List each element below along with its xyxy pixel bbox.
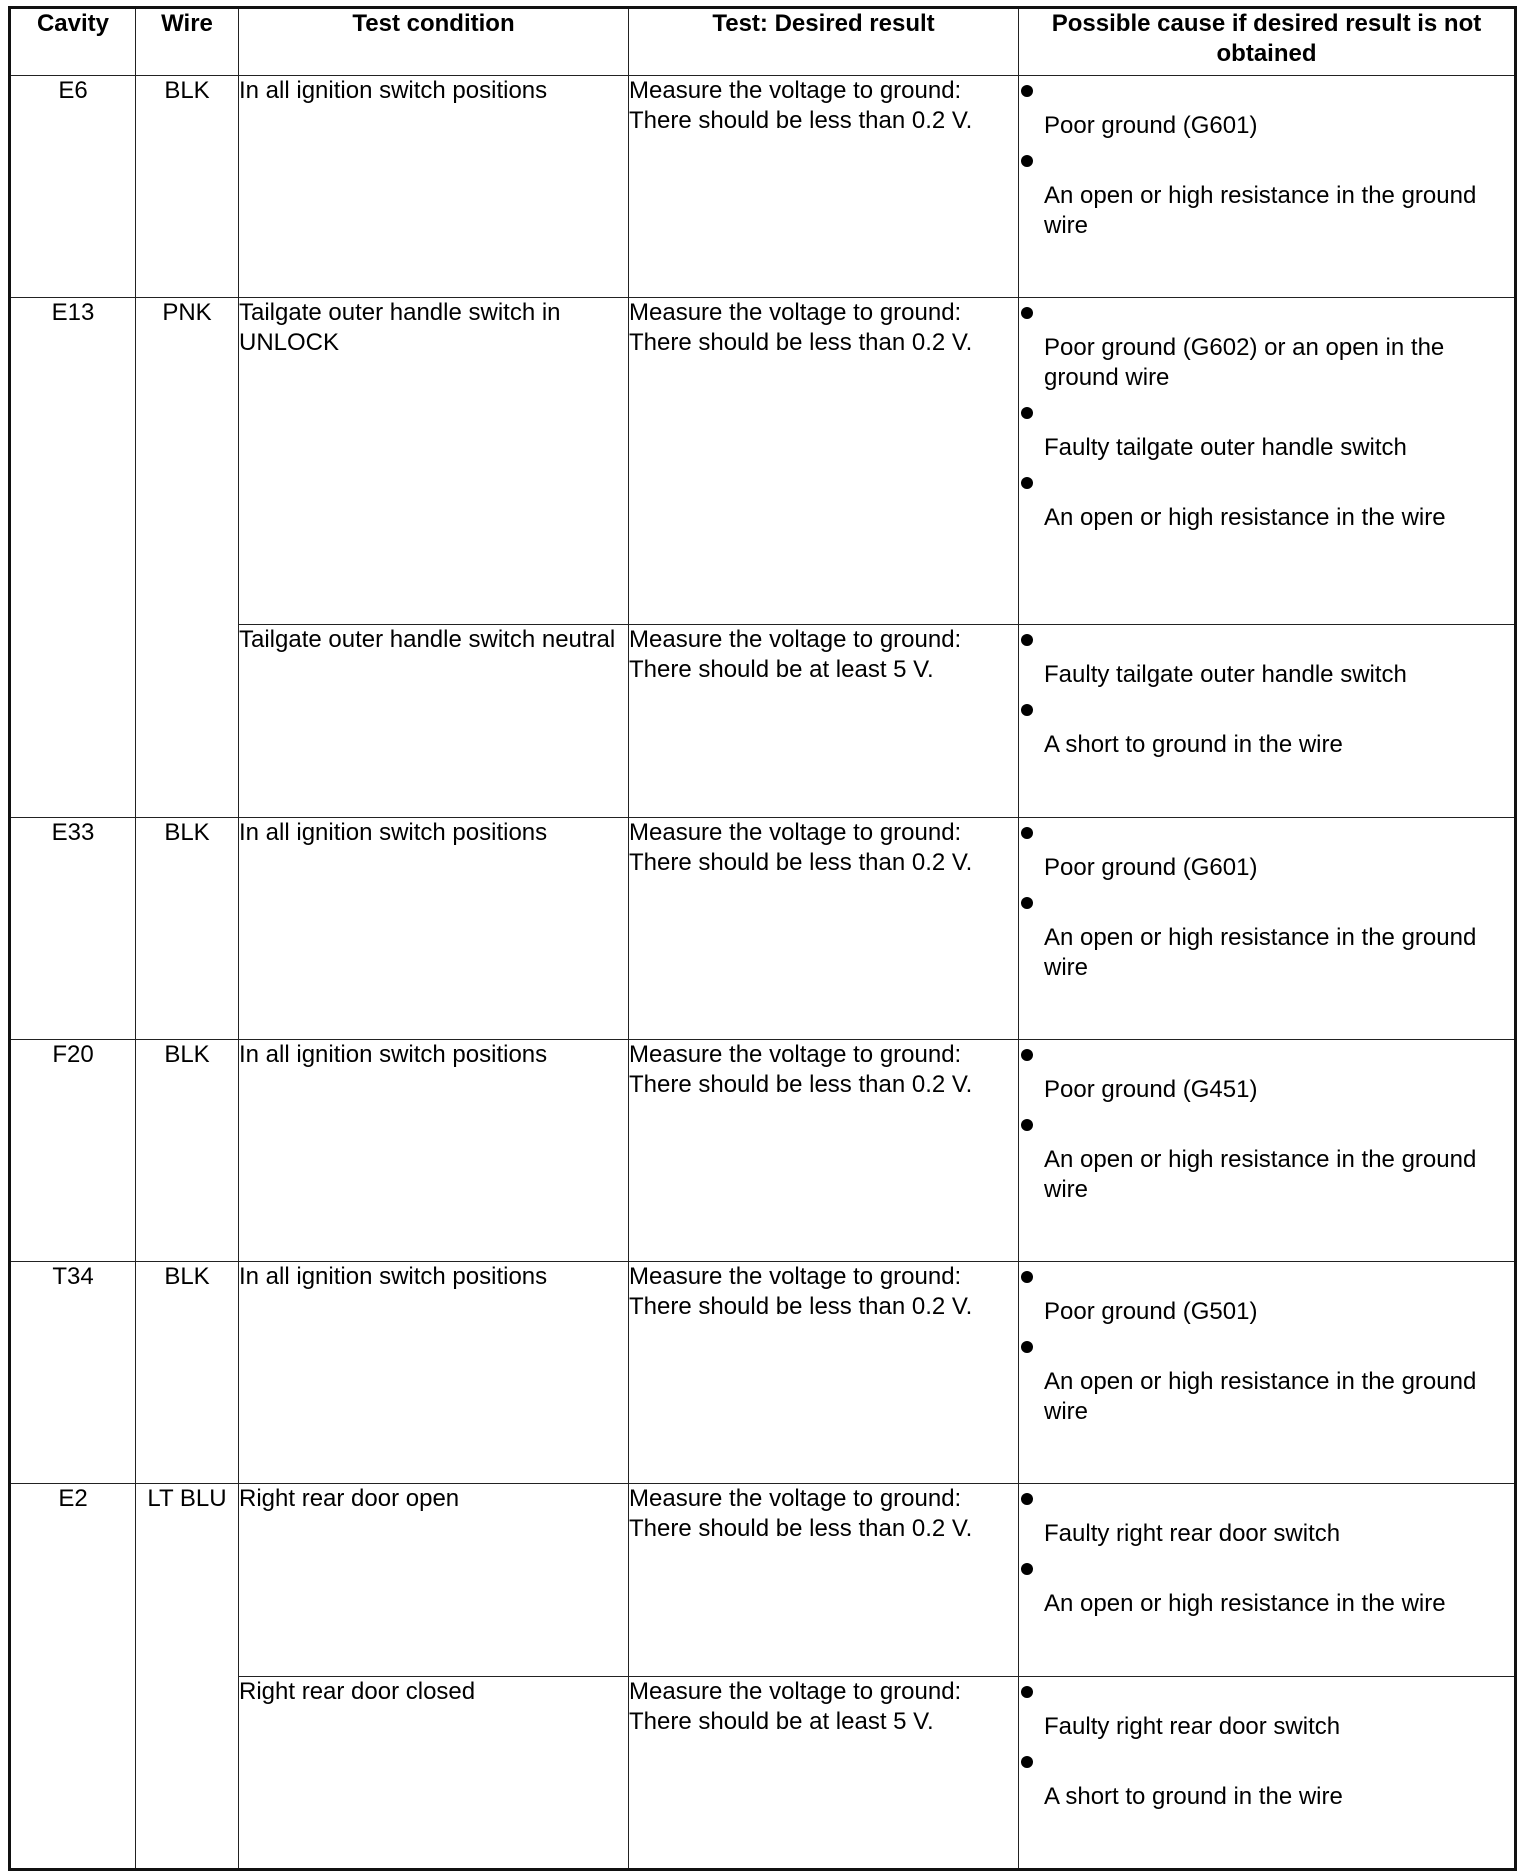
cause-list-item <box>1019 634 1514 690</box>
cause-text: Faulty right rear door switch <box>1044 1713 1341 1740</box>
table-row <box>10 298 1516 625</box>
cause-text: Faulty tailgate outer handle switch <box>1044 661 1407 688</box>
cause-list-item <box>1019 85 1514 141</box>
wire-cell: BLK <box>136 1262 239 1484</box>
bullet-icon <box>1021 1493 1033 1505</box>
cause-text: An open or high resistance in the wire <box>1044 504 1446 531</box>
cause-text: Faulty tailgate outer handle switch <box>1044 434 1407 461</box>
header-wire: Wire <box>136 8 239 76</box>
cause-text: A short to ground in the wire <box>1044 1783 1343 1810</box>
cause-list-item <box>1019 307 1514 393</box>
desired-result-line: There should be at least 5 V. <box>629 1708 934 1735</box>
desired-result-line: Measure the voltage to ground: <box>629 1485 962 1512</box>
bullet-icon <box>1021 1563 1033 1575</box>
desired-result-line: Measure the voltage to ground: <box>629 299 962 326</box>
desired-result-line: Measure the voltage to ground: <box>629 1041 962 1068</box>
possible-cause-cell <box>1019 625 1516 818</box>
table-row <box>10 1262 1516 1484</box>
wire-cell: LT BLU <box>136 1484 239 1870</box>
bullet-icon <box>1021 307 1033 319</box>
bullet-icon <box>1021 634 1033 646</box>
test-condition-cell: Right rear door open <box>239 1484 629 1677</box>
desired-result-line: Measure the voltage to ground: <box>629 1263 962 1290</box>
cause-text: Faulty right rear door switch <box>1044 1520 1341 1547</box>
desired-result-line: Measure the voltage to ground: <box>629 77 962 104</box>
table-row <box>10 818 1516 1040</box>
desired-result-line: There should be less than 0.2 V. <box>629 1071 973 1098</box>
cause-text: An open or high resistance in the ground wire <box>1044 1368 1477 1425</box>
cavity-cell: T34 <box>10 1262 136 1484</box>
header-desired-result: Test: Desired result <box>629 8 1019 76</box>
bullet-icon <box>1021 1341 1033 1353</box>
cause-list-item <box>1019 407 1514 463</box>
desired-result-cell <box>629 1677 1019 1870</box>
desired-result-line: Measure the voltage to ground: <box>629 1678 962 1705</box>
cause-text: Poor ground (G601) <box>1044 854 1258 881</box>
cause-text: An open or high resistance in the ground wire <box>1044 1146 1477 1203</box>
bullet-icon <box>1021 407 1033 419</box>
test-condition-cell: In all ignition switch positions <box>239 1040 629 1262</box>
possible-cause-cell <box>1019 298 1516 625</box>
cause-list-item <box>1019 1563 1514 1619</box>
cause-text: An open or high resistance in the wire <box>1044 1590 1446 1617</box>
cause-list-item <box>1019 704 1514 760</box>
cause-text: Poor ground (G602) or an open in the ground wire <box>1044 334 1445 391</box>
desired-result-line: There should be at least 5 V. <box>629 656 934 683</box>
test-condition-cell: Tailgate outer handle switch in UNLOCK <box>239 298 629 625</box>
cavity-cell: E33 <box>10 818 136 1040</box>
desired-result-cell <box>629 625 1019 818</box>
desired-result-line: There should be less than 0.2 V. <box>629 329 973 356</box>
test-condition-cell: In all ignition switch positions <box>239 818 629 1040</box>
possible-cause-cell <box>1019 76 1516 298</box>
cause-text: An open or high resistance in the ground wire <box>1044 182 1477 239</box>
bullet-icon <box>1021 1686 1033 1698</box>
desired-result-cell <box>629 818 1019 1040</box>
header-test-condition: Test condition <box>239 8 629 76</box>
bullet-icon <box>1021 1271 1033 1283</box>
cause-list-item <box>1019 897 1514 983</box>
bullet-icon <box>1021 1119 1033 1131</box>
cause-text: A short to ground in the wire <box>1044 731 1343 758</box>
cause-list-item <box>1019 1493 1514 1549</box>
desired-result-cell <box>629 76 1019 298</box>
bullet-icon <box>1021 1049 1033 1061</box>
cause-list-item <box>1019 155 1514 241</box>
desired-result-line: There should be less than 0.2 V. <box>629 107 973 134</box>
cavity-cell: F20 <box>10 1040 136 1262</box>
test-condition-cell: Tailgate outer handle switch neutral <box>239 625 629 818</box>
test-condition-cell: Right rear door closed <box>239 1677 629 1870</box>
possible-cause-cell <box>1019 1677 1516 1870</box>
cause-list-item <box>1019 1271 1514 1327</box>
possible-cause-cell <box>1019 1040 1516 1262</box>
cause-text: Poor ground (G501) <box>1044 1298 1258 1325</box>
desired-result-line: There should be less than 0.2 V. <box>629 1515 973 1542</box>
desired-result-line: There should be less than 0.2 V. <box>629 849 973 876</box>
table-row <box>10 1484 1516 1677</box>
wire-cell: PNK <box>136 298 239 818</box>
desired-result-line: There should be less than 0.2 V. <box>629 1293 973 1320</box>
possible-cause-cell <box>1019 818 1516 1040</box>
possible-cause-cell <box>1019 1484 1516 1677</box>
header-cavity: Cavity <box>10 8 136 76</box>
desired-result-line: Measure the voltage to ground: <box>629 626 962 653</box>
cause-list-item <box>1019 1341 1514 1427</box>
wire-cell: BLK <box>136 1040 239 1262</box>
diagnostic-table-sheet <box>8 6 1514 1871</box>
cause-list-item <box>1019 1756 1514 1812</box>
cause-list-item <box>1019 477 1514 533</box>
cavity-cell: E13 <box>10 298 136 818</box>
cavity-cell: E6 <box>10 76 136 298</box>
test-condition-cell: In all ignition switch positions <box>239 1262 629 1484</box>
cause-text: Poor ground (G451) <box>1044 1076 1258 1103</box>
bullet-icon <box>1021 155 1033 167</box>
bullet-icon <box>1021 477 1033 489</box>
desired-result-line: Measure the voltage to ground: <box>629 819 962 846</box>
bullet-icon <box>1021 85 1033 97</box>
possible-cause-cell <box>1019 1262 1516 1484</box>
bullet-icon <box>1021 1756 1033 1768</box>
cause-text: An open or high resistance in the ground wire <box>1044 924 1477 981</box>
bullet-icon <box>1021 704 1033 716</box>
desired-result-cell <box>629 1484 1019 1677</box>
wire-cell: BLK <box>136 818 239 1040</box>
cause-list-item <box>1019 827 1514 883</box>
cavity-cell: E2 <box>10 1484 136 1870</box>
bullet-icon <box>1021 827 1033 839</box>
table-body <box>10 76 1516 1870</box>
bullet-icon <box>1021 897 1033 909</box>
cause-text: Poor ground (G601) <box>1044 112 1258 139</box>
test-condition-cell: In all ignition switch positions <box>239 76 629 298</box>
desired-result-cell <box>629 1262 1019 1484</box>
header-row <box>10 8 1516 76</box>
desired-result-cell <box>629 1040 1019 1262</box>
desired-result-cell <box>629 298 1019 625</box>
cause-list-item <box>1019 1119 1514 1205</box>
header-possible-cause: Possible cause if desired result is not obtained <box>1019 8 1516 76</box>
cause-list-item <box>1019 1686 1514 1742</box>
diagnostic-table <box>8 6 1517 1871</box>
cause-list-item <box>1019 1049 1514 1105</box>
table-row <box>10 1040 1516 1262</box>
table-row <box>10 76 1516 298</box>
wire-cell: BLK <box>136 76 239 298</box>
